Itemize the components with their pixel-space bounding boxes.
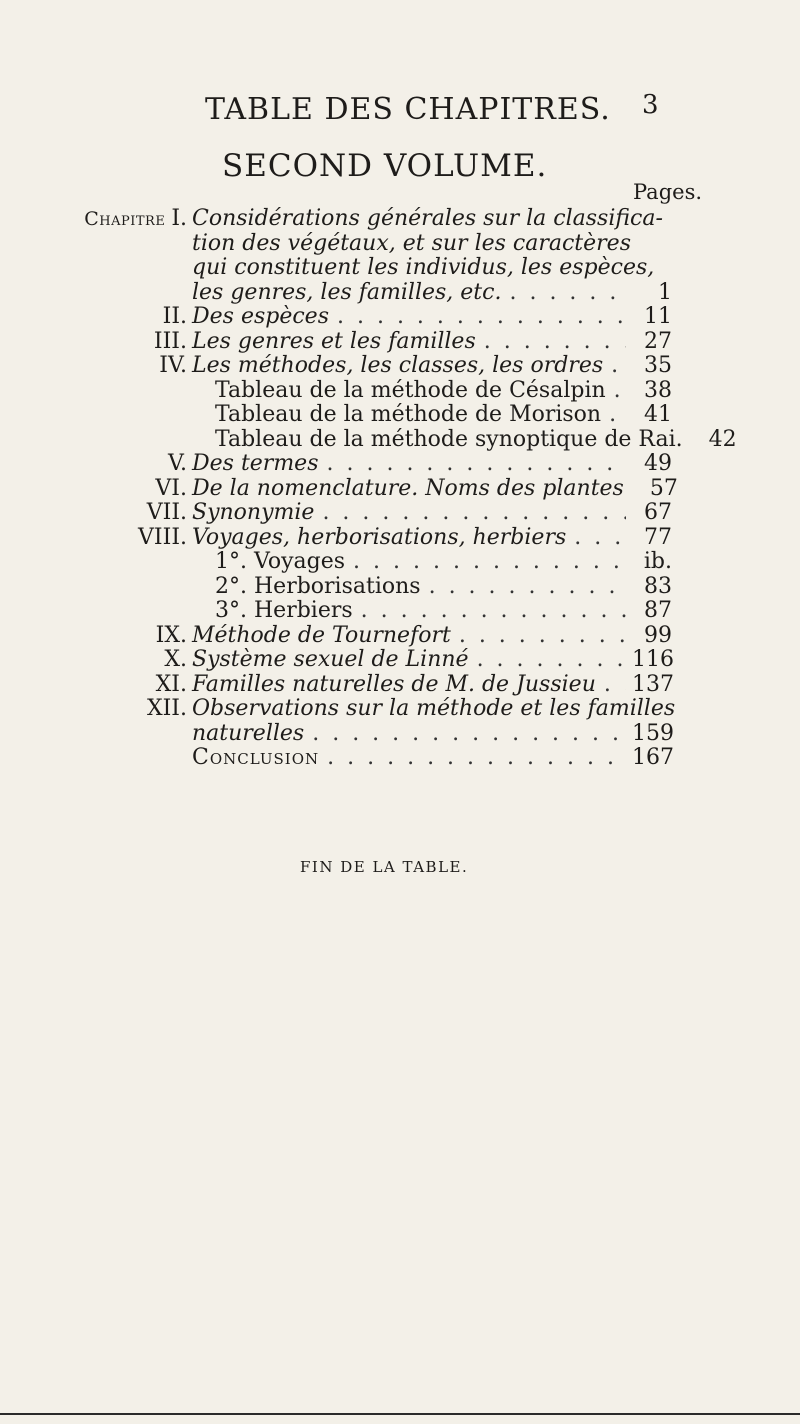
chapter-label — [32, 501, 187, 526]
chapter-word: Chapitre — [84, 208, 166, 230]
toc-entry — [32, 526, 672, 551]
chapter-label — [32, 305, 187, 330]
toc-entry-content — [192, 648, 672, 673]
table-of-contents — [32, 206, 737, 771]
toc-entry-content — [192, 746, 672, 771]
page-number: 3 — [642, 90, 659, 120]
toc-entry — [32, 696, 676, 746]
toc-entry — [32, 648, 672, 673]
toc-line — [192, 746, 672, 771]
toc-line — [192, 232, 672, 257]
toc-line — [192, 452, 672, 477]
toc-entry-content — [215, 403, 672, 428]
page-ref: 49 — [644, 451, 672, 476]
chapter-title: Les genres et les familles — [192, 328, 476, 354]
page-ref: 11 — [644, 304, 672, 329]
conclusion-title: Conclusion — [192, 745, 320, 770]
page-ref: 41 — [644, 402, 672, 427]
toc-entry-content — [215, 599, 672, 624]
chapter-label — [32, 477, 187, 502]
chapter-title: Système sexuel de Linné — [192, 647, 469, 672]
page-ref: 137 — [632, 671, 674, 697]
page-ref: 167 — [632, 745, 674, 770]
volume-title: SECOND VOLUME. — [222, 148, 548, 184]
toc-line — [215, 426, 737, 453]
toc-line — [192, 501, 672, 526]
toc-line — [215, 403, 672, 428]
running-title: TABLE DES CHAPITRES. — [205, 92, 611, 127]
toc-line — [215, 379, 672, 404]
leader-dots — [337, 305, 626, 330]
chapter-title: De la nomenclature. Noms des plantes — [192, 475, 624, 501]
chapter-label — [32, 452, 187, 477]
toc-entry — [32, 624, 672, 649]
toc-line — [215, 599, 672, 624]
page-ref: 1 — [658, 279, 672, 305]
toc-entry — [32, 354, 672, 379]
chapter-number: VIII. — [138, 524, 187, 550]
toc-entry — [32, 673, 672, 698]
chapter-label — [32, 648, 187, 673]
page-ref: 116 — [632, 647, 674, 672]
toc-entry-content — [192, 354, 672, 379]
chapter-title: tion des végétaux, et sur les caractères — [192, 230, 631, 256]
toc-line — [192, 624, 672, 649]
chapter-title: qui constituent les individus, les espèces, — [192, 255, 655, 280]
leader-dots — [574, 526, 626, 551]
chapter-label — [32, 330, 187, 355]
leader-dots — [509, 281, 626, 306]
chapter-title: Les méthodes, les classes, les ordres — [192, 353, 604, 378]
toc-entry — [32, 305, 672, 330]
toc-entry — [32, 379, 672, 404]
pages-column-label: Pages. — [633, 180, 703, 204]
leader-dots — [327, 746, 626, 771]
leader-dots — [429, 575, 626, 600]
toc-line — [192, 207, 672, 232]
toc-entry-content — [192, 305, 672, 330]
toc-line — [192, 648, 672, 673]
leader-dots — [459, 624, 626, 649]
toc-entry-content — [192, 330, 672, 355]
toc-entry-content — [192, 501, 672, 526]
chapter-title: Méthode de Tournefort — [192, 622, 451, 648]
toc-line — [192, 330, 672, 355]
chapter-label — [32, 697, 187, 722]
chapter-label — [32, 354, 187, 379]
chapter-number: XI. — [155, 671, 187, 697]
chapter-title: les genres, les familles, etc. — [192, 279, 502, 305]
toc-line — [192, 256, 672, 281]
leader-dots — [353, 550, 626, 575]
toc-entry-content — [192, 452, 672, 477]
page-ref: 27 — [644, 328, 672, 354]
leader-dots — [327, 452, 627, 477]
toc-entry — [32, 403, 672, 428]
toc-entry — [32, 426, 737, 453]
page-ref: 77 — [644, 524, 672, 550]
toc-entry-content — [192, 696, 676, 746]
toc-entry — [32, 452, 672, 477]
toc-entry-content — [192, 475, 678, 502]
page-ref: 42 — [708, 426, 737, 452]
leader-dots — [361, 599, 626, 624]
page-ref: 87 — [644, 598, 672, 623]
page-ref: 57 — [649, 475, 678, 501]
chapter-number: VII. — [146, 500, 187, 525]
chapter-number: IV. — [159, 353, 187, 378]
leader-dots — [614, 379, 626, 404]
page-ref: 99 — [644, 622, 672, 648]
toc-entry — [32, 475, 678, 502]
end-of-table: FIN DE LA TABLE. — [300, 858, 469, 876]
toc-entry-content — [192, 624, 672, 649]
chapter-number: X. — [164, 647, 187, 672]
section-title: 1°. Voyages — [215, 549, 346, 574]
toc-entry-content — [192, 526, 672, 551]
toc-line — [192, 281, 672, 306]
toc-entry — [32, 330, 672, 355]
toc-line — [192, 722, 672, 747]
toc-entry-content — [215, 379, 672, 404]
toc-line — [192, 354, 672, 379]
leader-dots — [322, 501, 626, 526]
toc-entry-content — [215, 575, 672, 600]
section-title: Tableau de la méthode de Césalpin — [215, 377, 606, 403]
chapter-label — [32, 207, 187, 232]
toc-entry-content — [215, 426, 737, 453]
chapter-title: Des termes — [192, 451, 319, 476]
toc-entry — [32, 746, 672, 771]
bottom-rule — [0, 1413, 800, 1415]
leader-dots — [484, 330, 626, 355]
chapter-number: III. — [153, 328, 187, 354]
section-title: Tableau de la méthode de Morison — [215, 402, 602, 427]
toc-entry — [32, 501, 672, 526]
chapter-label — [32, 624, 187, 649]
chapter-number: V. — [167, 451, 187, 476]
page-ref: 35 — [644, 353, 672, 378]
page-ref: 67 — [644, 500, 672, 525]
chapter-label — [32, 673, 187, 698]
toc-entry-content — [192, 673, 672, 698]
section-title: 3°. Herbiers — [215, 598, 353, 623]
toc-entry — [32, 550, 672, 575]
leader-dots — [477, 648, 626, 673]
toc-line — [192, 696, 676, 722]
section-title: Tableau de la méthode synoptique de Rai. — [215, 426, 683, 452]
leader-dots — [609, 403, 626, 428]
chapter-number: XII. — [146, 696, 187, 721]
chapter-title: Synonymie — [192, 500, 315, 525]
page-ref: ib. — [643, 549, 672, 574]
chapter-title: Des espèces — [192, 304, 329, 329]
toc-line — [215, 575, 672, 600]
toc-entry — [32, 207, 672, 305]
section-title: 2°. Herborisations — [215, 573, 421, 599]
toc-line — [192, 305, 672, 330]
toc-entry — [32, 599, 672, 624]
toc-line — [192, 475, 678, 502]
chapter-label — [32, 526, 187, 551]
chapter-number: II. — [162, 304, 187, 329]
chapter-number: VI. — [155, 475, 187, 501]
leader-dots — [312, 722, 626, 747]
chapter-title: Considérations générales sur la classifica- — [192, 206, 663, 231]
chapter-title: Familles naturelles de M. de Jussieu — [192, 671, 596, 697]
leader-dots — [611, 354, 626, 379]
toc-entry-content — [192, 207, 672, 305]
chapter-number: IX. — [155, 622, 187, 648]
toc-line — [215, 550, 672, 575]
toc-entry-content — [215, 550, 672, 575]
chapter-title: naturelles — [192, 720, 305, 746]
chapter-title: Voyages, herborisations, herbiers — [192, 524, 567, 550]
page-ref: 159 — [632, 720, 674, 746]
page-ref: 38 — [644, 377, 672, 403]
page-ref: 83 — [644, 573, 672, 599]
chapter-title: Observations sur la méthode et les familles — [192, 696, 676, 721]
chapter-number: I. — [171, 206, 187, 231]
toc-line — [192, 526, 672, 551]
toc-line — [192, 673, 672, 698]
toc-entry — [32, 575, 672, 600]
leader-dots — [604, 673, 626, 698]
